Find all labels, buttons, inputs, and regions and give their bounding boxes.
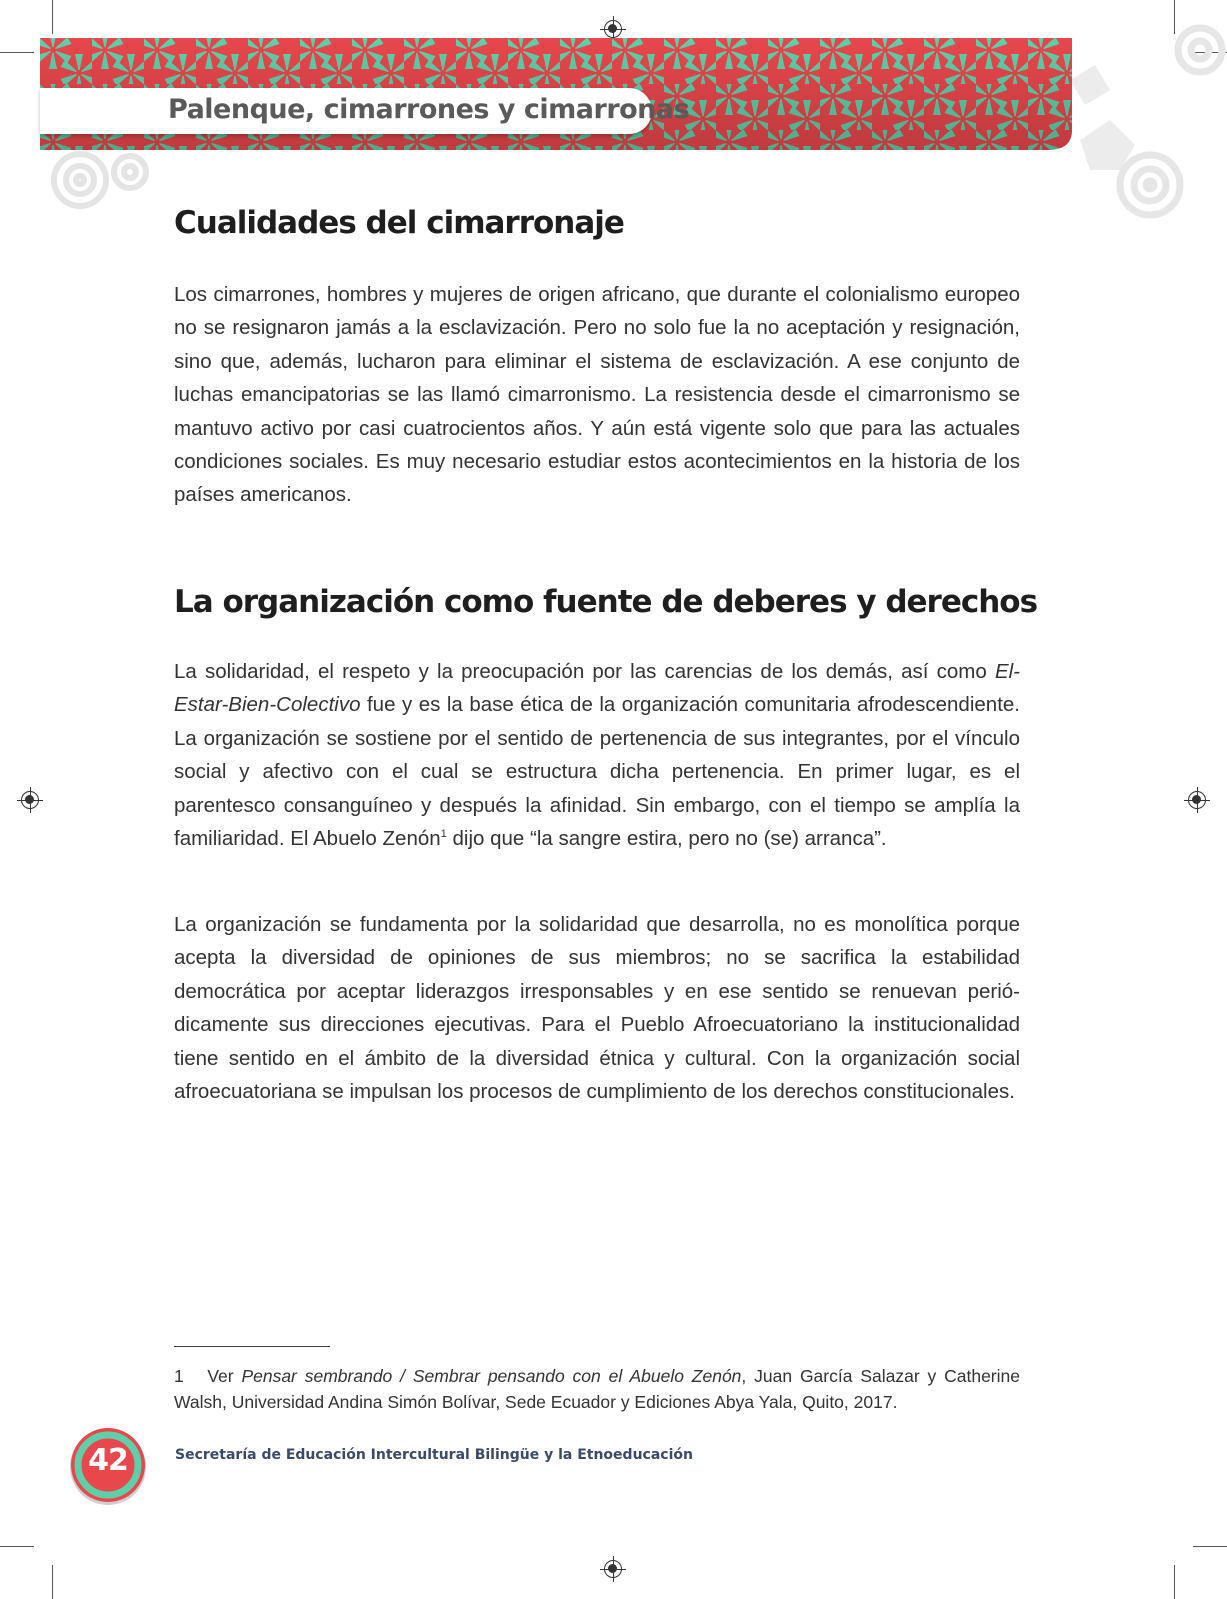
footnote-divider [174,1346,330,1347]
crop-mark [1193,1546,1227,1547]
registration-mark-icon [604,1560,622,1578]
section-heading: Cualidades del cimarronaje [174,205,624,241]
footnote-reference: 1 [440,828,447,841]
body-paragraph: Los cimarrones, hombres y mujeres de origen africano, que durante el colonialismo europeo no se resignaron jamás a la esclavización. Pero no solo fue la no aceptación y resignación, sino que, además, lucharon para eliminar el sistema de esclavización. A ese conjunto de luchas emancipatorias se las llamó cimarronismo. La resistencia desde el cimarronismo se mantuvo activo por casi cuatrocientos años. Y aún está vigente solo que para las actuales condiciones sociales. Es muy necesario estudiar estos acontecimientos en la historia de los países americanos. [174,283,1020,507]
header-title: Palenque, cimarrones y cimarronas [168,94,690,125]
italic-term: El-Estar-Bien-Colectivo [174,660,1020,717]
spiral-ornament-icon [40,150,150,220]
registration-mark-icon [21,791,39,809]
registration-mark-icon [604,20,622,38]
crop-mark [1174,1565,1175,1599]
footnote: 1 Ver Pensar sembrando / Sembrar pensando con el Abuelo Zenón, Juan García Salazar y Catherine Walsh, Universidad Andina Simón Bolívar, Sede Ecuador y Ediciones Abya Yala, Quito, 2017. [174,1366,1020,1412]
crop-mark [52,1565,53,1599]
body-paragraph: La organización se fundamenta por la solidaridad que desarrolla, no es monolítica porque acepta la diversidad de opiniones de sus miembros; no se sacrifica la estabilidad democrática por aceptar liderazgos irresponsables y en ese sentido se renuevan periódicamente sus direcciones ejecutivas. Para el Pueblo Afroecuatoriano la institucionalidad tiene sentido en el ámbito de la diversidad étnica y cultural. Con la organización social afroecuatoriana se impulsan los procesos de cumplimiento de los derechos constitucionales. [174,913,1020,1104]
footer-publisher: Secretaría de Educación Intercultural Bilingüe y la Etnoeducación [175,1447,693,1463]
registration-mark-icon [1188,791,1206,809]
body-paragraph: La solidaridad, el respeto y la preocupación por las carencias de los demás, así como El-Estar-Bien-Colectivo fue y es la base ética de la organización comunitaria afrodescendiente. La organización se sostiene por el sentido de pertenencia de sus integrantes, por el vínculo social y afectivo con el cual se estructura dicha pertenencia. En primer lugar, es el parentesco consanguíneo y después la afinidad. Sin embargo, con el tiempo se amplía la familiaridad. El Abuelo Zenón$^1$ dijo que “la sangre estira, pero no (se) arranca”. [174,660,1020,851]
crop-mark [52,0,53,34]
crop-mark [0,52,34,53]
page-number: 42 [88,1443,128,1478]
section-heading: La organización como fuente de deberes y derechos [174,584,1038,620]
header-title-tab [40,88,690,134]
crop-mark [0,1546,34,1547]
